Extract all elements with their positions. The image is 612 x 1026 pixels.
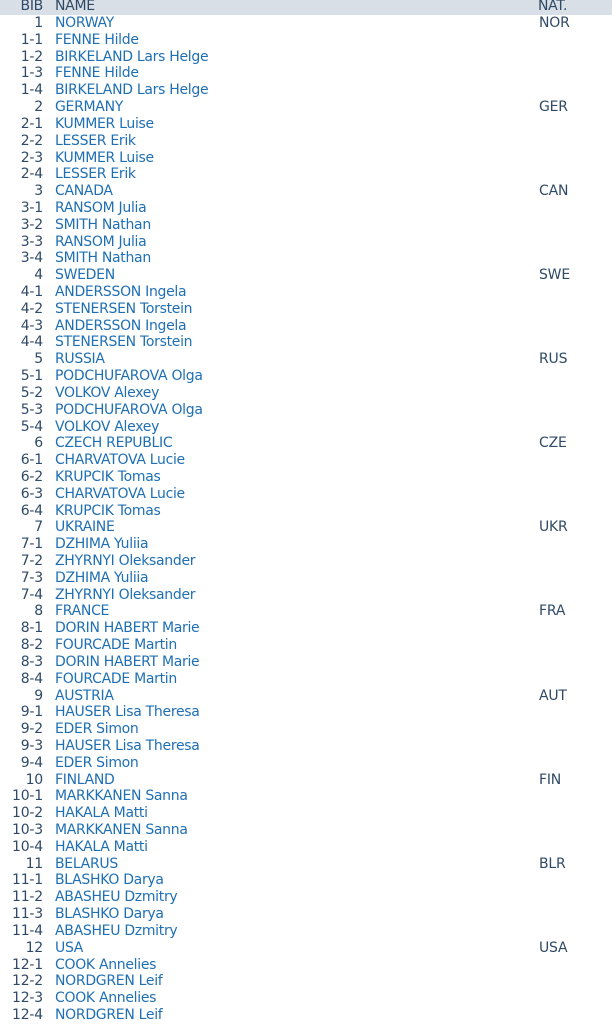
bib-cell: 5-2 [20,384,43,401]
table-row [0,133,612,150]
table-row [0,822,612,839]
team-name-link[interactable]: USA [55,939,84,956]
bib-cell: 2-3 [20,149,43,166]
athlete-name-link[interactable]: CHARVATOVA Lucie [55,452,185,469]
athlete-name-link[interactable]: EDER Simon [55,721,139,738]
bib-cell: 7 [34,519,43,536]
bib-cell: 9-3 [20,737,43,754]
team-name-link[interactable]: CANADA [55,183,113,200]
table-row [0,872,612,889]
nation-cell: GER [539,99,568,116]
column-header-nation: NAT. [538,0,568,14]
bib-cell: 11-2 [12,889,43,906]
athlete-name-link[interactable]: LESSER Erik [55,166,136,183]
nation-cell: SWE [539,267,570,284]
nation-cell: FRA [539,603,566,620]
table-row [0,1007,612,1024]
bib-cell: 1-2 [20,48,43,65]
team-name-link[interactable]: AUSTRIA [55,687,114,704]
bib-cell: 4-4 [20,334,43,351]
athlete-name-link[interactable]: MARKKANEN Sanna [55,788,188,805]
team-name-link[interactable]: NORWAY [55,15,114,31]
table-row [0,856,612,873]
athlete-name-link[interactable]: HAKALA Matti [55,838,148,855]
bib-cell: 2 [34,99,43,116]
bib-cell: 1-3 [20,65,43,82]
bib-cell: 9-4 [20,754,43,771]
bib-cell: 7-1 [20,536,43,553]
table-row [0,166,612,183]
athlete-name-link[interactable]: VOLKOV Alexey [55,384,160,401]
table-row [0,385,612,402]
bib-cell: 12-1 [12,956,43,973]
athlete-name-link[interactable]: BIRKELAND Lars Helge [55,82,209,99]
table-row [0,334,612,351]
bib-cell: 5-1 [20,368,43,385]
table-row [0,351,612,368]
athlete-name-link[interactable]: ABASHEU Dzmitry [55,889,178,906]
athlete-name-link[interactable]: ZHYRNYI Oleksander [55,553,196,569]
bib-cell: 6-4 [20,502,43,519]
table-row [0,738,612,755]
bib-cell: 4-1 [20,284,43,300]
bib-cell: 12 [25,939,43,956]
table-row [0,452,612,469]
team-name-link[interactable]: CZECH REPUBLIC [55,435,173,452]
bib-cell: 7-3 [20,569,43,586]
athlete-name-link[interactable]: EDER Simon [55,754,139,771]
bib-cell: 4-3 [20,317,43,334]
nation-cell: CZE [539,435,567,452]
table-row [0,15,612,32]
athlete-name-link[interactable]: SMITH Nathan [55,250,151,267]
athlete-name-link[interactable]: BLASHKO Darya [55,906,164,923]
athlete-name-link[interactable]: DZHIMA Yuliia [55,569,149,586]
athlete-name-link[interactable]: SMITH Nathan [55,216,151,233]
table-header [0,0,612,15]
bib-cell: 1-1 [20,31,43,48]
bib-cell: 3 [34,183,43,200]
table-body [0,15,612,1024]
table-row [0,889,612,906]
table-row [0,183,612,200]
table-row [0,419,612,436]
table-row [0,318,612,335]
nation-cell: CAN [539,183,569,200]
bib-cell: 10-4 [12,838,43,855]
athlete-name-link[interactable]: LESSER Erik [55,132,136,149]
athlete-name-link[interactable]: ANDERSSON Ingela [55,317,187,334]
table-row [0,402,612,419]
table-row [0,234,612,251]
bib-cell: 10-3 [12,822,43,838]
bib-cell: 10-2 [12,805,43,822]
athlete-name-link[interactable]: COOK Annelies [55,990,157,1007]
team-name-link[interactable]: UKRAINE [55,519,115,536]
bib-cell: 11-4 [12,922,43,939]
nation-cell: NOR [539,15,570,31]
athlete-name-link[interactable]: VOLKOV Alexey [55,418,160,435]
team-name-link[interactable]: BELARUS [55,855,118,872]
bib-cell: 2-2 [20,132,43,149]
athlete-name-link[interactable]: MARKKANEN Sanna [55,822,188,838]
table-row [0,486,612,503]
team-name-link[interactable]: GERMANY [55,99,124,116]
bib-cell: 7-2 [20,553,43,569]
table-row [0,940,612,957]
athlete-name-link[interactable]: PODCHUFAROVA Olga [55,368,203,385]
table-row [0,267,612,284]
athlete-name-link[interactable]: KRUPCIK Tomas [55,468,161,485]
nation-cell: BLR [539,855,566,872]
bib-cell: 3-4 [20,250,43,267]
bib-cell: 10 [25,771,43,788]
table-row [0,469,612,486]
table-row [0,200,612,217]
bib-cell: 4-2 [20,300,43,317]
table-row [0,250,612,267]
bib-cell: 8-3 [20,653,43,670]
athlete-name-link[interactable]: BIRKELAND Lars Helge [55,48,209,65]
table-row [0,217,612,234]
bib-cell: 10-1 [12,788,43,805]
table-row [0,49,612,66]
nation-cell: RUS [539,351,568,368]
nation-cell: FIN [539,771,562,788]
athlete-name-link[interactable]: FENNE Hilde [55,31,139,48]
athlete-name-link[interactable]: DORIN HABERT Marie [55,653,200,670]
table-row [0,688,612,705]
table-row [0,519,612,536]
bib-cell: 3-1 [20,199,43,216]
column-header-name: NAME [55,0,95,14]
table-row [0,536,612,553]
athlete-name-link[interactable]: FENNE Hilde [55,65,139,82]
table-row [0,603,612,620]
bib-cell: 5 [34,351,43,368]
table-row [0,923,612,940]
table-row [0,671,612,688]
table-row [0,99,612,116]
athlete-name-link[interactable]: CHARVATOVA Lucie [55,485,185,502]
bib-cell: 4 [34,267,43,284]
bib-cell: 8-1 [20,620,43,637]
athlete-name-link[interactable]: HAKALA Matti [55,805,148,822]
bib-cell: 11-3 [12,906,43,923]
bib-cell: 3-3 [20,233,43,250]
bib-cell: 9-1 [20,704,43,721]
table-row [0,301,612,318]
athlete-name-link[interactable]: ABASHEU Dzmitry [55,922,178,939]
athlete-name-link[interactable]: HAUSER Lisa Theresa [55,704,200,721]
nation-cell: AUT [539,687,567,704]
table-row [0,150,612,167]
team-name-link[interactable]: SWEDEN [55,267,115,284]
table-row [0,32,612,49]
table-row [0,503,612,520]
table-row [0,435,612,452]
table-row [0,637,612,654]
athlete-name-link[interactable]: DORIN HABERT Marie [55,620,200,637]
athlete-name-link[interactable]: KUMMER Luise [55,149,154,166]
table-row [0,620,612,637]
athlete-name-link[interactable]: KRUPCIK Tomas [55,502,161,519]
table-row [0,839,612,856]
table-row [0,654,612,671]
athlete-name-link[interactable]: STENERSEN Torstein [55,334,193,351]
table-row [0,973,612,990]
bib-cell: 5-4 [20,418,43,435]
athlete-name-link[interactable]: ANDERSSON Ingela [55,284,187,300]
table-row [0,284,612,301]
nation-cell: USA [539,939,568,956]
bib-cell: 11 [25,855,43,872]
bib-cell: 7-4 [20,586,43,603]
athlete-name-link[interactable]: FOURCADE Martin [55,637,177,654]
athlete-name-link[interactable]: ZHYRNYI Oleksander [55,586,196,603]
team-name-link[interactable]: RUSSIA [55,351,105,368]
table-row [0,704,612,721]
athlete-name-link[interactable]: STENERSEN Torstein [55,300,193,317]
team-name-link[interactable]: FINLAND [55,771,115,788]
team-name-link[interactable]: FRANCE [55,603,110,620]
table-row [0,82,612,99]
bib-cell: 11-1 [12,872,43,889]
table-row [0,116,612,133]
bib-cell: 9 [34,687,43,704]
table-row [0,772,612,789]
bib-cell: 3-2 [20,216,43,233]
bib-cell: 12-4 [12,1006,43,1023]
table-row [0,368,612,385]
bib-cell: 8-4 [20,670,43,687]
table-row [0,957,612,974]
table-row [0,906,612,923]
table-row [0,721,612,738]
table-row [0,755,612,772]
athlete-name-link[interactable]: RANSOM Julia [55,199,147,216]
bib-cell: 6-1 [20,452,43,469]
bib-cell: 8 [34,603,43,620]
nation-cell: UKR [539,519,568,536]
bib-cell: 2-1 [20,115,43,132]
bib-cell: 8-2 [20,637,43,654]
column-header-bib: BIB [20,0,43,14]
bib-cell: 1-4 [20,82,43,99]
athlete-name-link[interactable]: COOK Annelies [55,956,157,973]
bib-cell: 6 [34,435,43,452]
bib-cell: 9-2 [20,721,43,738]
athlete-name-link[interactable]: NORDGREN Leif [55,973,163,990]
table-row [0,587,612,604]
table-row [0,805,612,822]
athlete-name-link[interactable]: PODCHUFAROVA Olga [55,401,203,418]
bib-cell: 12-3 [12,990,43,1007]
bib-cell: 6-2 [20,468,43,485]
athlete-name-link[interactable]: FOURCADE Martin [55,670,177,687]
athlete-name-link[interactable]: HAUSER Lisa Theresa [55,737,200,754]
athlete-name-link[interactable]: DZHIMA Yuliia [55,536,149,553]
athlete-name-link[interactable]: NORDGREN Leif [55,1006,163,1023]
bib-cell: 6-3 [20,485,43,502]
bib-cell: 1 [34,15,43,31]
bib-cell: 5-3 [20,401,43,418]
table-row [0,553,612,570]
table-row [0,788,612,805]
table-row [0,990,612,1007]
table-row [0,570,612,587]
athlete-name-link[interactable]: KUMMER Luise [55,115,154,132]
bib-cell: 12-2 [12,973,43,990]
table-row [0,65,612,82]
athlete-name-link[interactable]: BLASHKO Darya [55,872,164,889]
bib-cell: 2-4 [20,166,43,183]
athlete-name-link[interactable]: RANSOM Julia [55,233,147,250]
